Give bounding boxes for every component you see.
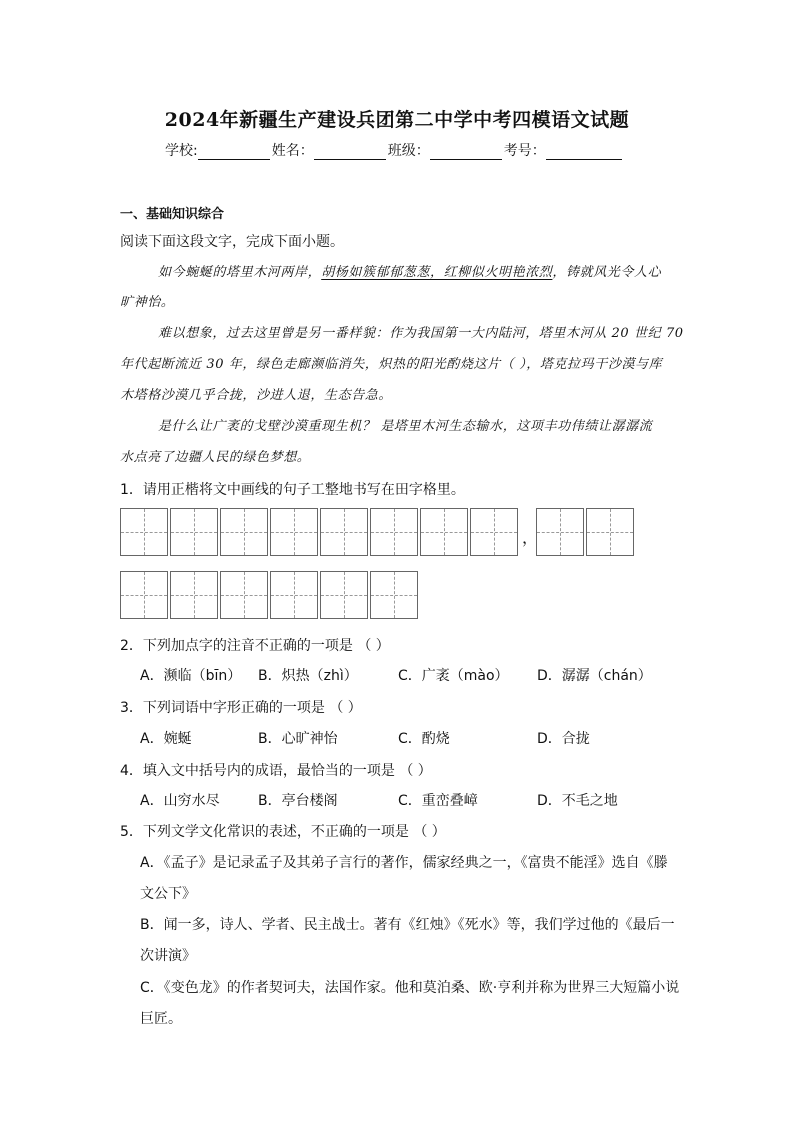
question-4: 4．填入文中括号内的成语，最恰当的一项是 （ ）	[120, 763, 432, 779]
grid-cell[interactable]	[270, 571, 318, 619]
class-blank[interactable]	[430, 145, 502, 160]
instruction-text: 阅读下面这段文字，完成下面小题。	[120, 234, 344, 250]
q3-option-b[interactable]: B．心旷神怡	[258, 731, 338, 747]
q5-option-c-line-1[interactable]: C．《变色龙》的作者契诃夫，法国作家。他和莫泊桑、欧·亨利并称为世界三大短篇小说	[140, 980, 680, 996]
name-blank[interactable]	[314, 145, 386, 160]
grid-cell[interactable]	[220, 508, 268, 556]
underlined-sentence: 胡杨如簇郁郁葱葱，红柳似火明艳浓烈	[321, 265, 553, 280]
q4-option-d[interactable]: D．不毛之地	[537, 793, 618, 809]
school-label: 学校:	[165, 143, 198, 159]
class-label: 班级：	[387, 143, 430, 159]
passage-line-3: 难以想象，过去这里曾是另一番样貌：作为我国第一大内陆河，塔里木河从 20 世纪 70	[158, 326, 684, 341]
q5-option-a-line-1[interactable]: A．《孟子》是记录孟子及其弟子言行的著作，儒家经典之一，《富贵不能淫》选自《滕	[140, 855, 668, 871]
q3-option-d[interactable]: D．合拢	[537, 731, 590, 747]
q5-option-b-line-2[interactable]: 次讲演》	[140, 948, 196, 964]
passage-line-7: 水点亮了边疆人民的绿色梦想。	[120, 450, 311, 465]
writing-grid-row-2	[120, 571, 420, 619]
writing-grid-row-1	[120, 508, 520, 556]
q4-option-c[interactable]: C．重峦叠嶂	[398, 793, 478, 809]
grid-cell[interactable]	[120, 571, 168, 619]
passage-line-4: 年代起断流近 30 年，绿色走廊濒临消失，炽热的阳光酌烧这片（ ），塔克拉玛干沙漠与库	[120, 357, 663, 372]
grid-cell[interactable]	[370, 508, 418, 556]
passage-line-6: 是什么让广袤的戈壁沙漠重现生机？ 是塔里木河生态输水，这项丰功伟绩让潺潺流	[158, 419, 653, 434]
passage-line-1	[158, 261, 661, 280]
q2-option-b[interactable]: B．炽热（zhì）	[258, 668, 358, 684]
grid-cell[interactable]	[170, 508, 218, 556]
name-label: 姓名：	[271, 143, 314, 159]
q4-option-a[interactable]: A．山穷水尽	[140, 793, 220, 809]
grid-cell[interactable]	[320, 571, 368, 619]
grid-cell[interactable]	[470, 508, 518, 556]
grid-cell[interactable]	[320, 508, 368, 556]
grid-cell[interactable]	[120, 508, 168, 556]
q5-option-b-line-1[interactable]: B．闻一多，诗人、学者、民主战士。著有《红烛》《死水》等，我们学过他的《最后一	[140, 917, 675, 933]
q4-option-b[interactable]: B．亭台楼阁	[258, 793, 338, 809]
school-blank[interactable]	[198, 145, 270, 160]
grid-cell[interactable]	[536, 508, 584, 556]
grid-cell[interactable]	[420, 508, 468, 556]
passage-line-5: 木塔格沙漠几乎合拢，沙进人退，生态告急。	[120, 388, 393, 403]
grid-cell[interactable]	[220, 571, 268, 619]
page-title: 2024年新疆生产建设兵团第二中学中考四模语文试题	[164, 109, 630, 131]
q2-option-c[interactable]: C．广袤（mào）	[398, 668, 509, 684]
question-5: 5．下列文学文化常识的表述，不正确的一项是 （ ）	[120, 824, 446, 840]
q2-option-a[interactable]: A．濒临（bīn）	[140, 668, 242, 684]
q2-option-d[interactable]: D．潺潺（chán）	[537, 668, 652, 684]
passage-line-2: 旷神怡。	[120, 295, 175, 310]
writing-grid-row-1b	[536, 508, 636, 556]
passage-text: 如今蜿蜒的塔里木河两岸，	[158, 265, 322, 280]
grid-cell[interactable]	[370, 571, 418, 619]
section-heading: 一、基础知识综合	[120, 207, 225, 222]
q5-option-c-line-2[interactable]: 巨匠。	[140, 1011, 182, 1027]
q3-option-c[interactable]: C．酌烧	[398, 731, 450, 747]
grid-cell[interactable]	[586, 508, 634, 556]
grid-cell[interactable]	[170, 571, 218, 619]
question-3: 3．下列词语中字形正确的一项是 （ ）	[120, 700, 362, 716]
q5-option-a-line-2[interactable]: 文公下》	[140, 886, 196, 902]
exam-no-blank[interactable]	[546, 145, 622, 160]
grid-comma: ，	[522, 528, 539, 547]
exam-no-label: 考号：	[503, 143, 546, 159]
grid-cell[interactable]	[270, 508, 318, 556]
student-info-line	[165, 140, 624, 160]
question-2: 2．下列加点字的注音不正确的一项是 （ ）	[120, 638, 390, 654]
passage-text: ，铸就风光令人心	[552, 265, 662, 280]
question-1: 1．请用正楷将文中画线的句子工整地书写在田字格里。	[120, 482, 465, 498]
q3-option-a[interactable]: A．婉蜒	[140, 731, 192, 747]
